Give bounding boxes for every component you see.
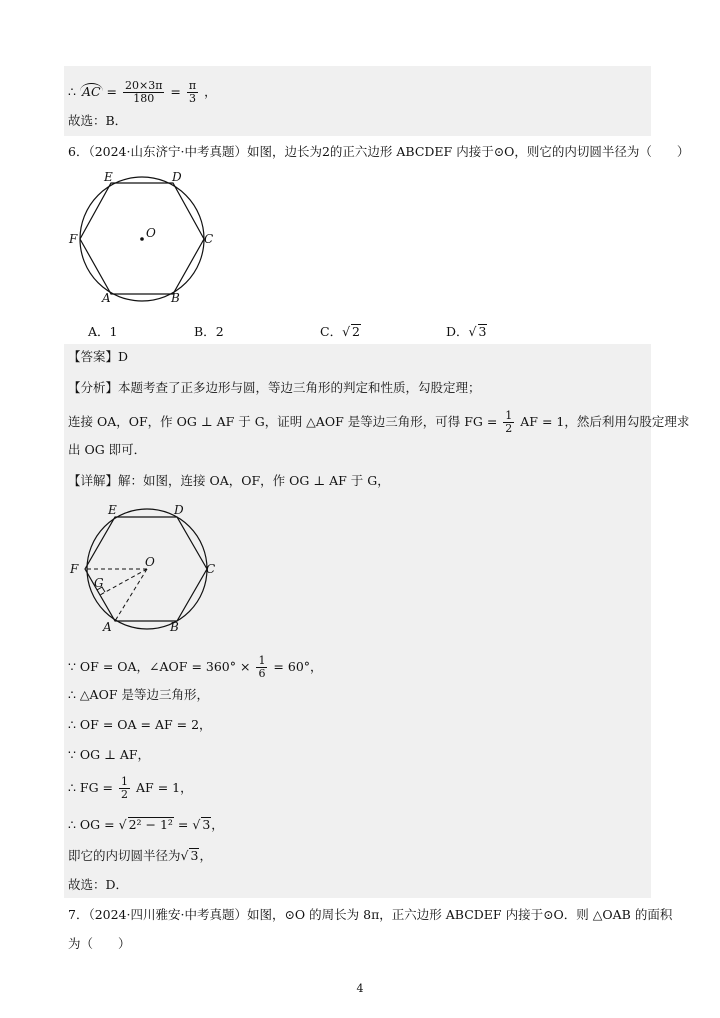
step-6: ∴ OG = √ 2² − 1² = √ 3， [68, 817, 224, 832]
step-4: ∵ OG ⊥ AF， [68, 747, 151, 762]
page-number: 4 [356, 982, 364, 995]
label-a: A [103, 620, 112, 634]
detail-text: 【详解】解：如图，连接 OA，OF，作 OG ⊥ AF 于 G， [68, 473, 390, 488]
analysis-line-2: 出 OG 即可． [68, 442, 147, 457]
option-b: B．2 [194, 324, 224, 339]
label-g: G [94, 576, 104, 590]
label-a: A [102, 291, 111, 305]
question-6: 6．（2024·山东济宁·中考真题）如图，边长为2的正六边形 ABCDEF 内接于⊙O，则它的内切圆半径为（ ） [68, 144, 690, 159]
fraction: $\frac{\pi}{3}$ [188, 79, 197, 105]
top-answer: 故选：B． [68, 113, 128, 128]
step-1: ∵ OF = OA，∠AOF = 360° × $\frac{1}{6}$ = 60°， [68, 654, 323, 680]
fraction: $\frac{20\times 3\pi}{180}$ [124, 79, 163, 105]
analysis-line-1: 连接 OA，OF，作 OG ⊥ AF 于 G，证明 △AOF 是等边三角形，可得 FG = $\frac{1}{2}$ AF = 1，然后利用勾股定理求 [68, 409, 690, 435]
label-f: F [69, 232, 78, 246]
option-c: C．√ 2 [320, 324, 360, 339]
label-o: O [145, 555, 155, 569]
label-c: C [204, 232, 214, 246]
step-2: ∴ △AOF 是等边三角形， [68, 687, 209, 702]
step-5: ∴ FG = $\frac{1}{2}$ AF = 1， [68, 775, 193, 801]
step-3: ∴ OF = OA = AF = 2， [68, 717, 212, 732]
label-f: F [70, 562, 79, 576]
final-answer: 故选：D． [68, 877, 129, 892]
label-b: B [170, 620, 179, 634]
figure-hexagon-2 [66, 500, 226, 638]
label-o: O [146, 226, 156, 240]
option-a: A．1 [88, 324, 118, 339]
arc-ac: AC [81, 84, 101, 99]
label-d: D [172, 170, 182, 184]
label-b: B [171, 291, 180, 305]
label-d: D [174, 503, 184, 517]
label-e: E [104, 170, 113, 184]
top-formula: ∴ AC = $\frac{20\times 3\pi}{180}$ = $\frac{\pi}{3}$ ， [68, 79, 217, 105]
figure-hexagon-1 [66, 168, 226, 308]
question-7-line-2: 为（ ） [68, 936, 131, 951]
label-c: C [206, 562, 216, 576]
question-7-line-1: 7．（2024·四川雅安·中考真题）如图，⊙O 的周长为 8π，正六边形 ABCDEF 内接于⊙O．则 △OAB 的面积 [68, 907, 673, 922]
label-e: E [108, 503, 117, 517]
answer-label: 【答案】D [68, 349, 129, 364]
step-7: 即它的内切圆半径为√ 3， [68, 848, 212, 863]
analysis-text: 【分析】本题考查了正多边形与圆，等边三角形的判定和性质，勾股定理； [68, 380, 481, 395]
option-d: D．√ 3 [446, 324, 487, 339]
